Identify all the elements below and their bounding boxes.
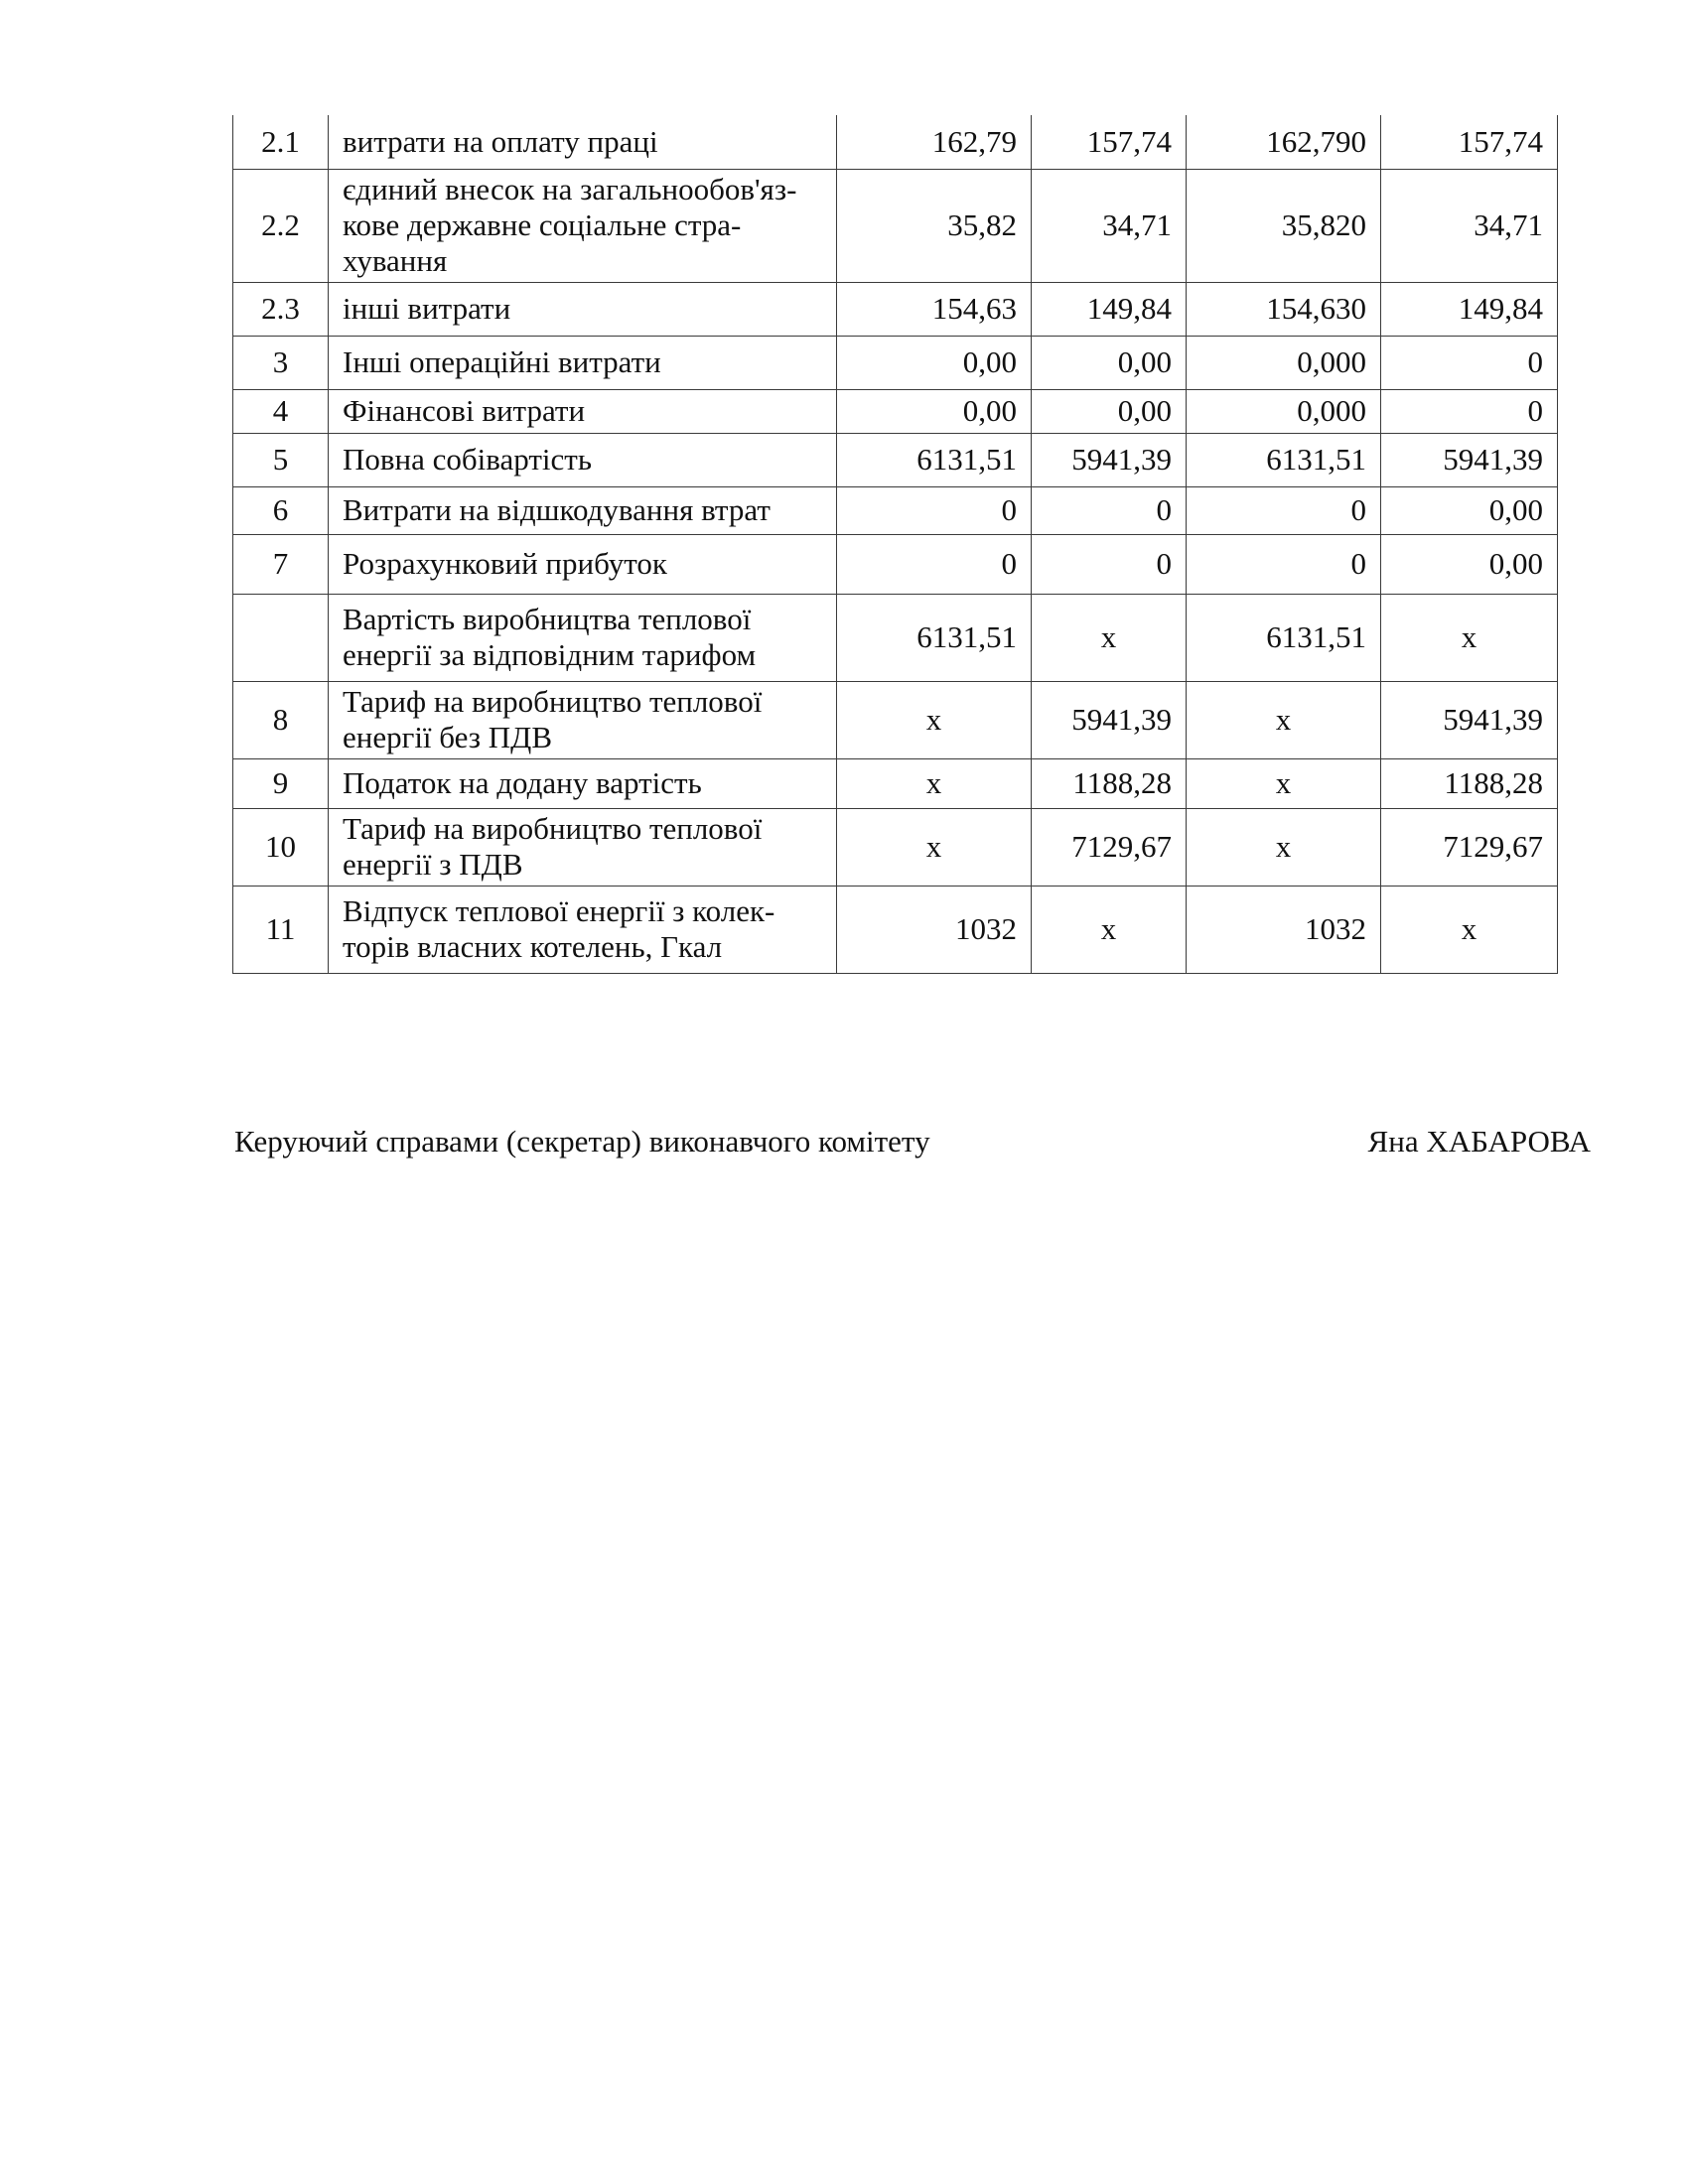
row-number-cell: 2.3: [233, 282, 329, 336]
row-name-cell: Відпуск теплової енергії з колек- торів власних котелень, Гкал: [329, 886, 837, 973]
value-cell-1: 0: [837, 534, 1032, 594]
table-row: [233, 336, 1558, 389]
value-cell-2: 0: [1032, 486, 1187, 534]
value-cell-4: 34,71: [1381, 169, 1558, 282]
table-row: [233, 169, 1558, 282]
row-number-cell: 2.1: [233, 115, 329, 169]
value-cell-1: x: [837, 808, 1032, 886]
value-cell-1: x: [837, 758, 1032, 808]
table-row: [233, 486, 1558, 534]
value-cell-4: 5941,39: [1381, 433, 1558, 486]
tariff-table: [232, 115, 1558, 974]
value-cell-3: 1032: [1187, 886, 1381, 973]
value-cell-1: 0,00: [837, 336, 1032, 389]
row-name-cell: інші витрати: [329, 282, 837, 336]
value-cell-3: 0,000: [1187, 389, 1381, 433]
table-row: [233, 389, 1558, 433]
value-cell-3: x: [1187, 681, 1381, 758]
row-number-cell: 5: [233, 433, 329, 486]
value-cell-2: 34,71: [1032, 169, 1187, 282]
table-row: [233, 886, 1558, 973]
value-cell-3: 154,630: [1187, 282, 1381, 336]
row-name-cell: Тариф на виробництво теплової енергії з ПДВ: [329, 808, 837, 886]
row-name-cell: Вартість виробництва теплової енергії за відповідним тарифом: [329, 594, 837, 681]
value-cell-3: x: [1187, 758, 1381, 808]
value-cell-3: 0: [1187, 534, 1381, 594]
table-row: [233, 282, 1558, 336]
value-cell-2: 149,84: [1032, 282, 1187, 336]
row-number-cell: 10: [233, 808, 329, 886]
value-cell-1: x: [837, 681, 1032, 758]
row-number-cell: 11: [233, 886, 329, 973]
value-cell-2: 157,74: [1032, 115, 1187, 169]
value-cell-3: x: [1187, 808, 1381, 886]
row-number-cell: 9: [233, 758, 329, 808]
tariff-table-body: [233, 115, 1558, 973]
row-number-cell: 3: [233, 336, 329, 389]
table-row: [233, 534, 1558, 594]
value-cell-2: x: [1032, 886, 1187, 973]
value-cell-1: 154,63: [837, 282, 1032, 336]
table-row: [233, 115, 1558, 169]
row-number-cell: [233, 594, 329, 681]
row-name-cell: єдиний внесок на загальнообов'яз- кове державне соціальне стра- хування: [329, 169, 837, 282]
value-cell-3: 162,790: [1187, 115, 1381, 169]
value-cell-4: 149,84: [1381, 282, 1558, 336]
value-cell-4: 0: [1381, 389, 1558, 433]
row-number-cell: 7: [233, 534, 329, 594]
row-number-cell: 4: [233, 389, 329, 433]
signatory-name: Яна ХАБАРОВА: [1367, 1124, 1591, 1159]
value-cell-2: 5941,39: [1032, 433, 1187, 486]
table-row: [233, 758, 1558, 808]
row-name-cell: Фінансові витрати: [329, 389, 837, 433]
value-cell-2: 0: [1032, 534, 1187, 594]
row-name-cell: Повна собівартість: [329, 433, 837, 486]
value-cell-1: 0: [837, 486, 1032, 534]
value-cell-1: 1032: [837, 886, 1032, 973]
table-row: [233, 594, 1558, 681]
value-cell-4: x: [1381, 886, 1558, 973]
value-cell-1: 6131,51: [837, 594, 1032, 681]
row-name-cell: Витрати на відшкодування втрат: [329, 486, 837, 534]
value-cell-4: 0: [1381, 336, 1558, 389]
value-cell-2: 0,00: [1032, 336, 1187, 389]
row-name-cell: Податок на додану вартість: [329, 758, 837, 808]
value-cell-2: 0,00: [1032, 389, 1187, 433]
value-cell-1: 35,82: [837, 169, 1032, 282]
row-name-cell: Розрахунковий прибуток: [329, 534, 837, 594]
row-name-cell: Тариф на виробництво теплової енергії без ПДВ: [329, 681, 837, 758]
value-cell-4: x: [1381, 594, 1558, 681]
table-row: [233, 808, 1558, 886]
value-cell-4: 1188,28: [1381, 758, 1558, 808]
row-number-cell: 8: [233, 681, 329, 758]
signatory-position: Керуючий справами (секретар) виконавчого комітету: [234, 1124, 930, 1159]
value-cell-1: 0,00: [837, 389, 1032, 433]
table-row: [233, 681, 1558, 758]
value-cell-3: 0,000: [1187, 336, 1381, 389]
value-cell-3: 6131,51: [1187, 594, 1381, 681]
value-cell-2: 1188,28: [1032, 758, 1187, 808]
value-cell-2: 5941,39: [1032, 681, 1187, 758]
row-name-cell: витрати на оплату праці: [329, 115, 837, 169]
value-cell-4: 0,00: [1381, 534, 1558, 594]
value-cell-2: x: [1032, 594, 1187, 681]
value-cell-3: 35,820: [1187, 169, 1381, 282]
value-cell-2: 7129,67: [1032, 808, 1187, 886]
row-number-cell: 6: [233, 486, 329, 534]
value-cell-1: 162,79: [837, 115, 1032, 169]
value-cell-4: 7129,67: [1381, 808, 1558, 886]
row-number-cell: 2.2: [233, 169, 329, 282]
value-cell-4: 157,74: [1381, 115, 1558, 169]
value-cell-4: 0,00: [1381, 486, 1558, 534]
row-name-cell: Інші операційні витрати: [329, 336, 837, 389]
value-cell-3: 0: [1187, 486, 1381, 534]
table-row: [233, 433, 1558, 486]
value-cell-4: 5941,39: [1381, 681, 1558, 758]
value-cell-3: 6131,51: [1187, 433, 1381, 486]
value-cell-1: 6131,51: [837, 433, 1032, 486]
